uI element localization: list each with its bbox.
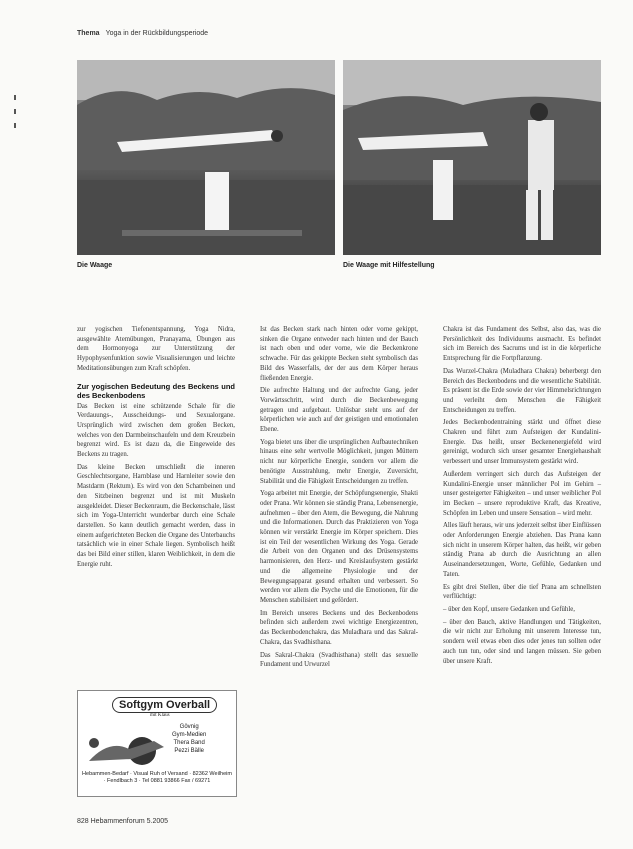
- paragraph: Jedes Beckenbodentraining stärkt und öffnet diese Chakren und führt zum Aufsteigen der Kundalini-Energie. Das heißt, unser Beckenenergiefeld wird gereinigt, wodurch sich unser gesamter Energiehaushalt verbessert und unser Immunsystem gestärkt wird.: [443, 419, 601, 466]
- paragraph: Die aufrechte Haltung und der aufrechte Gang, jeder Vorwärtsschritt, wird durch die Beckenbewegung getragen und aufgebaut. Unlösbar steht uns auf der körperlichen wie auch auf der geistigen und emotionalen Ebene.: [260, 387, 418, 434]
- ad-logo: Softgym Overball: [112, 697, 217, 713]
- paragraph: Chakra ist das Fundament des Selbst, also das, was die Persönlichkeit des Individuums ausmacht. Es befindet sich im Bereich des Sacrums und ist in die körperliche Entsprechung für die Fortpflanzung.: [443, 326, 601, 363]
- paragraph: Yoga arbeitet mit Energie, der Schöpfungsenergie, Shakti oder Prana. Wir können sie ständig Prana, Lebensenergie, aufnehmen – über den Atem, die Bewegung, die Nahrung und die Informationen. Durch das Praktizieren von Yoga können wir verstärkt Energie im Körper speichern. Dies ist ein Teil der wesentlichen Wirkung des Yoga. Gerade die Arbeit von den Organen und des Drüsensystems harmonisieren, den Herz- und Kreislaufsystem gestärkt und die allgemeine Physiologie und der Bewegungsapparat gesund erhalten und verbessert. So werden vor allem die Psyche und die Emotionen, für die Menschen stabilisiert und gefördert.: [260, 490, 418, 604]
- paragraph: Alles läuft heraus, wir uns jederzeit selbst über Einflüssen oder Anforderungen Energie abziehen. Das Prana kann sich nicht in unserem Körper halten, das heißt, wir geben ständig Prana ab durch die Ausrichtung an allen Auseinandersetzungen, Worte, Gefühle, Gedanken und Taten.: [443, 522, 601, 578]
- header-title: Yoga in der Rückbildungsperiode: [105, 30, 209, 37]
- ad-line: Thera Band: [173, 740, 205, 746]
- ad-line: Gym-Medien: [172, 732, 207, 738]
- text-column-2: [260, 325, 418, 673]
- advertisement-box: [77, 690, 237, 797]
- photo-waage-hilfestellung: [343, 60, 601, 255]
- page-header: [77, 30, 208, 37]
- paragraph: zur yogischen Tiefenentspannung, Yoga Nidra, ausgewählte Atemübungen, Pranayama, Übungen aus dem Hormonyoga zur Unterstützung der Hypophysenfunktion sowie Visualisierungen und leichte Meditationsübungen zum Kraft schöpfen.: [77, 326, 235, 372]
- paragraph: Das Wurzel-Chakra (Muladhara Chakra) beherbergt den Bereich des Beckenbodens und die wesentliche Stabilität. Es präsent ist die Erde sowie der vier Himmelsrichtungen und verleiht dem Menschen die Fähigkeit Entscheidungen zu treffen.: [443, 367, 601, 414]
- paragraph: Yoga bietet uns über die ursprünglichen Aufbautechniken hinaus eine sehr wertvolle Möglichkeit, jungen Müttern nicht nur körperliche Energie, sondern vor allem die benötigte Ausstrahlung, mehr Energie, Zuversicht, Stabilität und die Fähigkeit Entscheidungen zu treffen.: [260, 438, 418, 485]
- list-item: – über den Kopf, unsere Gedanken und Gefühle,: [443, 605, 575, 613]
- ad-line: Pezzi Bälle: [174, 748, 205, 754]
- paragraph: Das Becken ist eine schützende Schale für die Verdauungs-, Ausscheidungs- und Sexualorgane. Ursprünglich wird zwischen dem großen Becken, welches von den Darmbeinschaufeln und dem Kreuzbein begrenzt wird. Es ist dazu da, die Eingeweide des Beckens zu tragen.: [77, 402, 235, 459]
- subheading: Zur yogischen Bedeutung des Beckens und des Beckenbodens: [77, 381, 235, 400]
- caption-photo-1: Die Waage: [77, 262, 113, 269]
- photo-waage: [77, 60, 335, 255]
- ad-product-list: [172, 723, 206, 755]
- page-footer: 828 Hebammenforum 5.2005: [77, 818, 169, 825]
- ad-address: Hebammen-Bedarf · Visual Ruh of Versand · 82362 Weilheim · Fendlbach 3 · Tel 0881 93866 Fax / 69271: [82, 771, 232, 784]
- paragraph: Das kleine Becken umschließt die inneren Geschlechtsorgane, Harnblase und Harnleiter sowie den Mastdarm (Rektum). Es wird von den Schambeinen und den Sitzbeinen begrenzt und ist mit Muskeln ausgekleidet. Dieser Beckenraum, die Beckenschale, lässt sich im Yoga-Unterricht wunderbar durch eine Schale darstellen. So kann deutlich gemacht werden, dass in einem aufgerichteten Becken die Organe des Unterbauchs tatsächlich wie in einer Schale liegen. Symbolisch heißt das bei Bild einer stillen, klaren Weiblichkeit, in dem die Energie ruht.: [77, 463, 235, 568]
- ad-tagline: mit Klaus: [150, 713, 170, 718]
- text-column-1: [77, 325, 235, 572]
- paragraph: Außerdem verringert sich durch das Aufsteigen der Kundalini-Energie unser männlicher Pol im Gehirn – unser gesteigerter Fähigkeiten – und unser weiblicher Pol im Becken – unsere reproduktive Kraft, das Kreative, Schöpfen im Leben und unsere Sensation – wird mehr.: [443, 470, 601, 517]
- paragraph: Ist das Becken stark nach hinten oder vorne gekippt, sinken die Organe entweder nach hinten und der Bauch ist nach oben und oder vorne, wie die Beckenkrone schwache. Für das gekippte Becken steht symbolisch das Bild des Wasserfalls, der der aus dem Körper heraus fließenden Energie.: [260, 326, 418, 382]
- margin-marks: [14, 95, 18, 137]
- exercise-figure-illustration: [84, 721, 169, 771]
- paragraph: Das Sakral-Chakra (Svadhisthana) stellt das sexuelle Fundament und Urwurzel: [260, 651, 418, 669]
- list-item: – über den Bauch, aktive Handlungen und Tätigkeiten, die wir nicht zur Erholung mit unserem Interesse tun, sondern weil etwas eben dies oder jenes tun sollten oder auch tun tun, oder sind und langen müssen. Sie geben über unsere Kraft.: [443, 618, 601, 665]
- paragraph: Es gibt drei Stellen, über die tief Prana am schnellsten verflüchtigt:: [443, 583, 601, 601]
- paragraph: Im Bereich unseres Beckens und des Beckenbodens befinden sich außerdem zwei wichtige Energiezentren, das Beckenbodenchakra, das Muladhara und das Sakral-Chakra, das Svadhisthana.: [260, 609, 418, 646]
- section-label: Thema: [77, 30, 100, 37]
- ad-line: Gövnig: [179, 724, 199, 730]
- caption-photo-2: Die Waage mit Hilfestellung: [343, 262, 435, 269]
- text-column-3: [443, 325, 601, 669]
